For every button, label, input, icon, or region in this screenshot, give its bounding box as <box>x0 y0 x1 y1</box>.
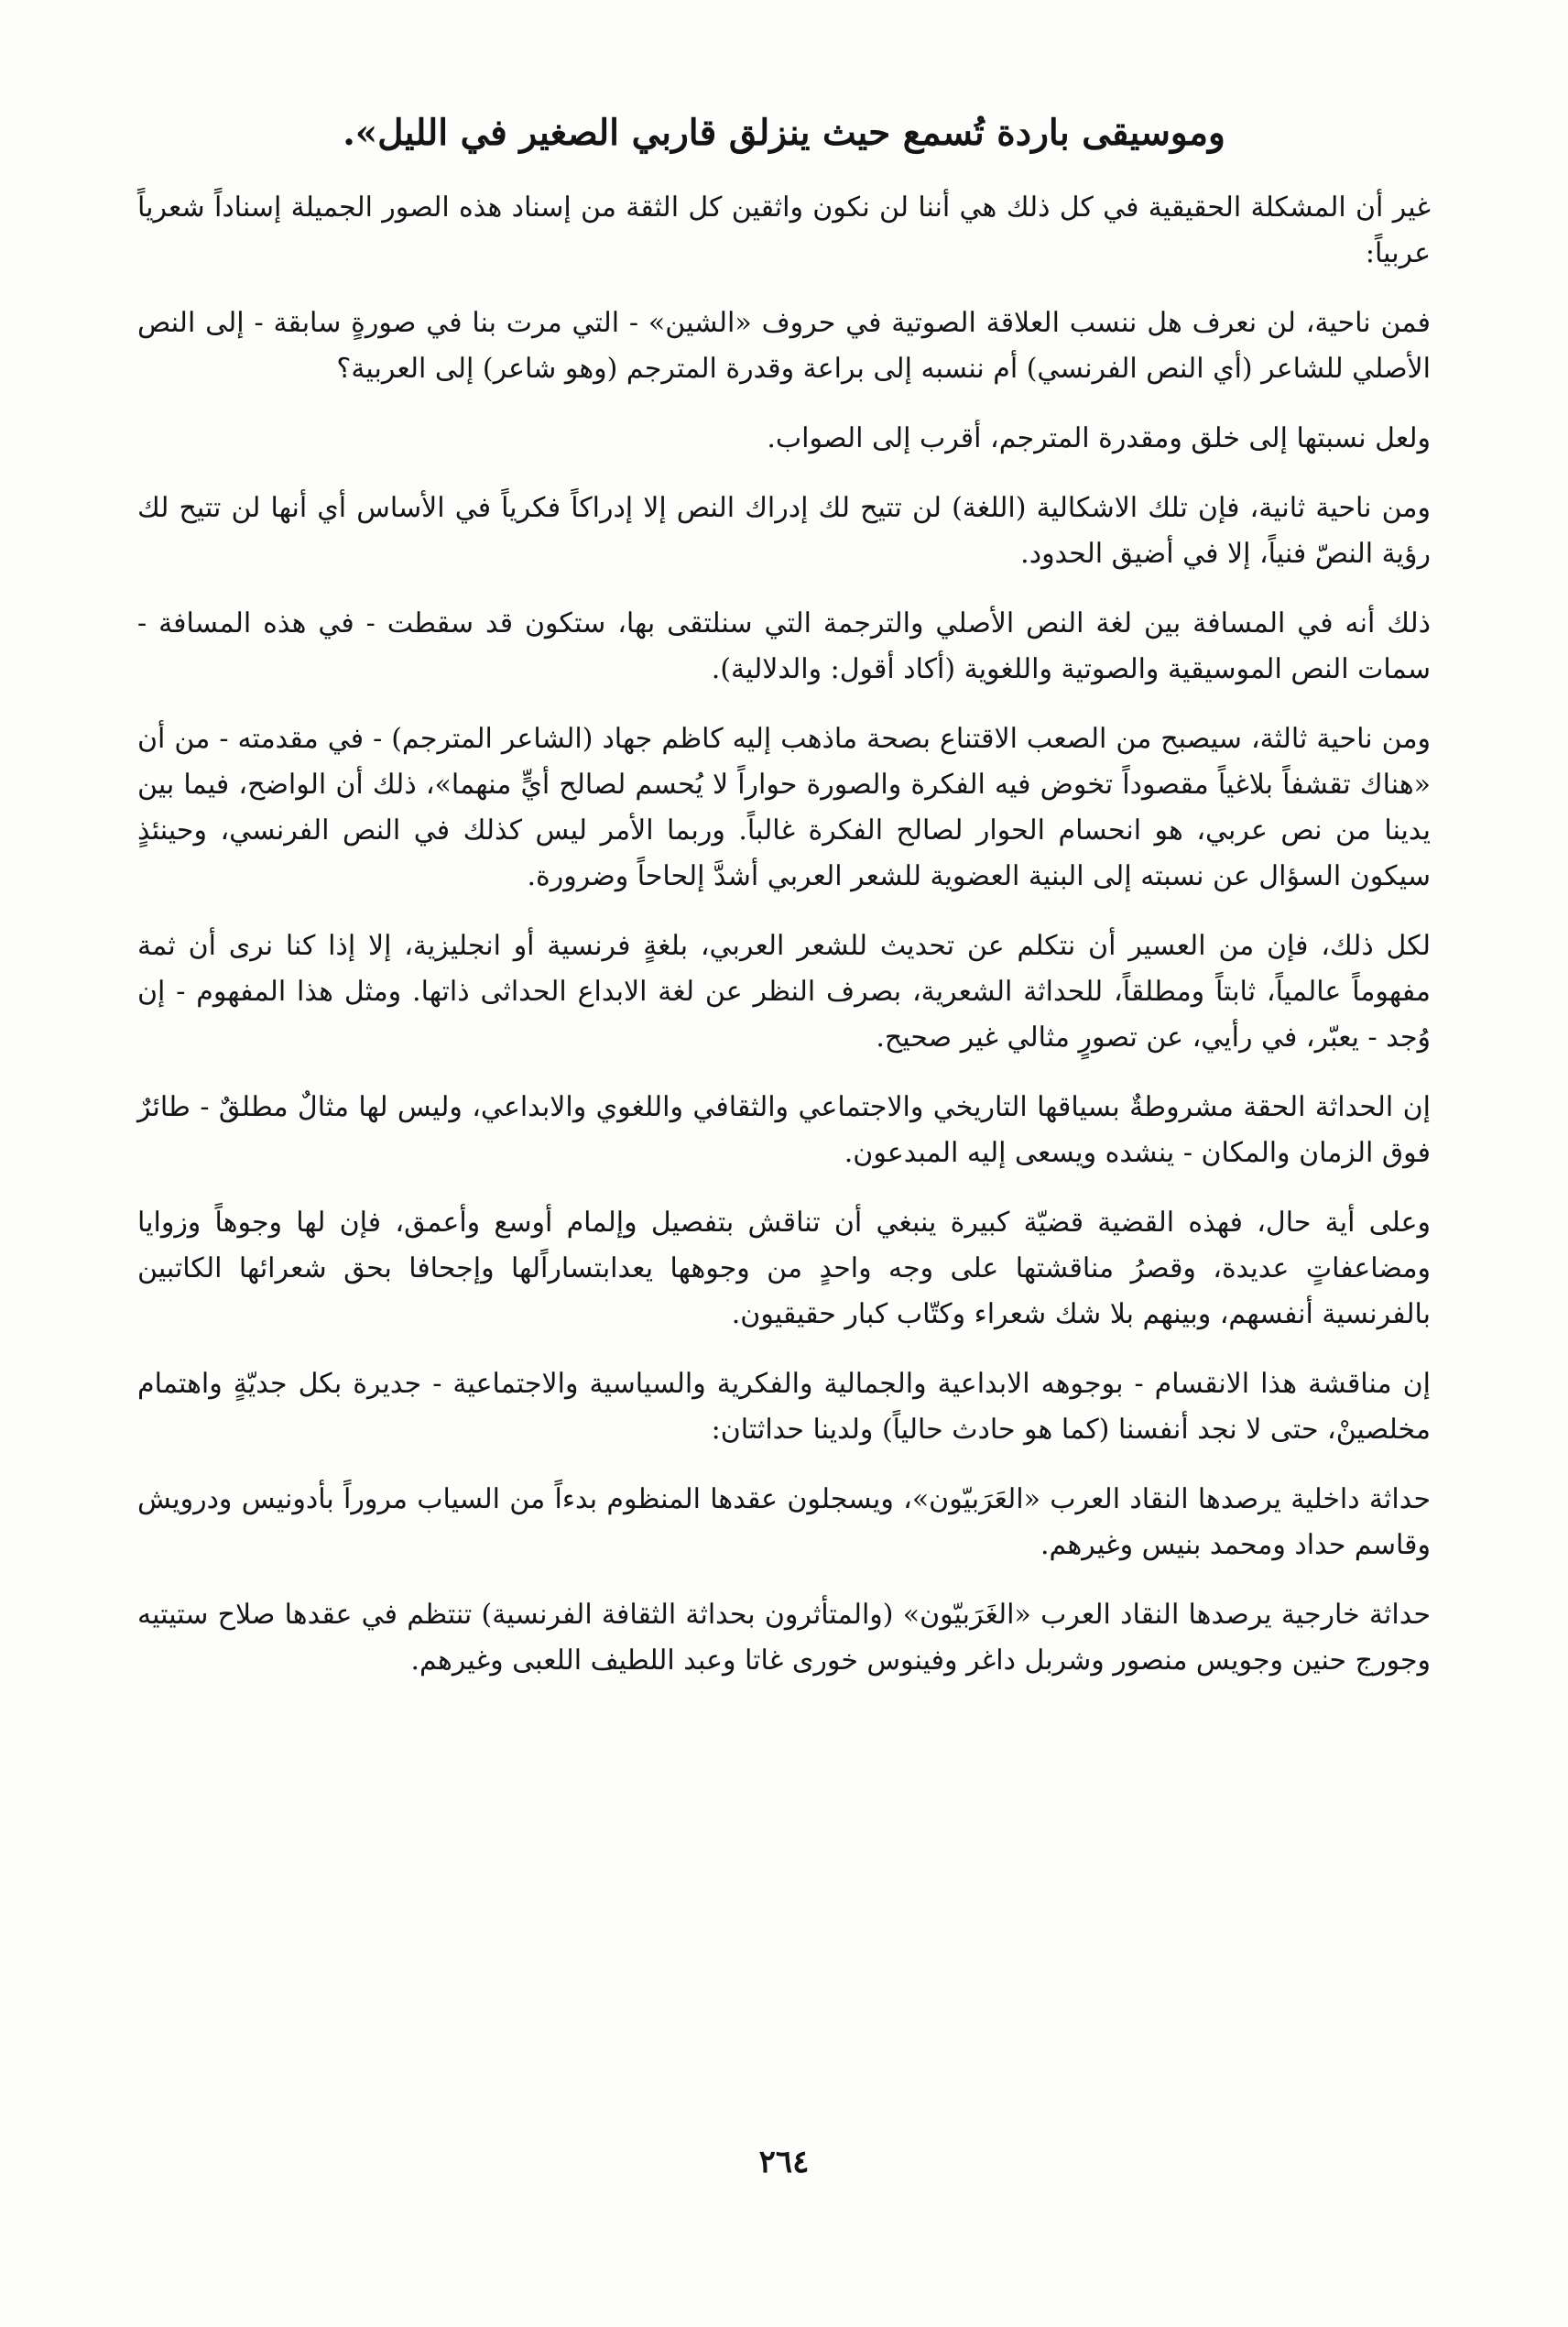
paragraph-7: لكل ذلك، فإن من العسير أن نتكلم عن تحديث للشعر العربي، بلغةٍ فرنسية أو انجليزية، إلا إذا كنا نرى أن ثمة مفهوماً عالمياً، ثابتاً ومطلقاً، للحداثة الشعرية، بصرف النظر عن لغة الابداع الحداثى ذاتها. ومثل هذا المفهوم - إن وُجد - يعبّر، في رأيي، عن تصورٍ مثالي غير صحيح. <box>137 930 1431 1054</box>
page-body <box>137 101 1431 1708</box>
paragraph-5: ذلك أنه في المسافة بين لغة النص الأصلي والترجمة التي سنلتقى بها، ستكون قد سقطت - في هذه المسافة - سمات النص الموسيقية والصوتية واللغوية (أكاد أقول: والدلالية). <box>137 607 1431 685</box>
paragraph-10: إن مناقشة هذا الانقسام - بوجوهه الابداعية والجمالية والفكرية والسياسية والاجتماعية - جديرة بكل جديّةٍ واهتمام مخلصينْ، حتى لا نجد أنفسنا (كما هو حادث حالياً) ولدينا حداثتان: <box>137 1368 1431 1446</box>
paragraph-12: حداثة خارجية يرصدها النقاد العرب «الغَرَبيّون» (والمتأثرون بحداثة الثقافة الفرنسية) تنتظم في عقدها صلاح ستيتيه وجورج حنين وجويس منصور وشربل داغر وفينوس خورى غاتا وعبد اللطيف اللعبى وغيرهم. <box>137 1599 1431 1677</box>
paragraph-11: حداثة داخلية يرصدها النقاد العرب «العَرَبيّون»، ويسجلون عقدها المنظوم بدءاً من السياب مروراً بأدونيس ودرويش وقاسم حداد ومحمد بنيس وغيرهم. <box>137 1483 1431 1561</box>
paragraph-8: إن الحداثة الحقة مشروطةٌ بسياقها التاريخي والاجتماعي والثقافي واللغوي والابداعي، وليس لها مثالٌ مطلقٌ - طائرٌ فوق الزمان والمكان - ينشده ويسعى إليه المبدعون. <box>137 1091 1431 1169</box>
paragraph-1: غير أن المشكلة الحقيقية في كل ذلك هي أننا لن نكون واثقين كل الثقة من إسناد هذه الصور الجميلة إسناداً شعرياً عربياً: <box>137 191 1431 269</box>
paragraph-2: فمن ناحية، لن نعرف هل ننسب العلاقة الصوتية في حروف «الشين» - التي مرت بنا في صورةٍ سابقة - إلى النص الأصلي للشاعر (أي النص الفرنسي) أم ننسبه إلى براعة وقدرة المترجم (وهو شاعر) إلى العربية؟ <box>137 307 1431 385</box>
paragraph-3: ولعل نسبتها إلى خلق ومقدرة المترجم، أقرب إلى الصواب. <box>767 422 1431 454</box>
page-number: ٢٦٤ <box>758 2144 810 2180</box>
paragraph-4: ومن ناحية ثانية، فإن تلك الاشكالية (اللغة) لن تتيح لك إدراك النص إلا إدراكاً فكرياً في الأساس أي أنها لن تتيح لك رؤية النصّ فنياً، إلا في أضيق الحدود. <box>137 492 1431 570</box>
paragraph-9: وعلى أية حال، فهذه القضية قضيّة كبيرة ينبغي أن تناقش بتفصيل وإلمام أوسع وأعمق، فإن لها وجوهاً وزوايا ومضاعفاتٍ عديدة، وقصرُ مناقشتها على وجه واحدٍ من وجوهها يعدابتساراًلها وإجحافا بحق شعرائها الكاتبين بالفرنسية أنفسهم، وبينهم بلا شك شعراء وكتّاب كبار حقيقيون. <box>137 1207 1431 1330</box>
page-heading: وموسيقى باردة تُسمع حيث ينزلق قاربي الصغير في الليل». <box>343 112 1225 154</box>
paragraph-6: ومن ناحية ثالثة، سيصبح من الصعب الاقتناع بصحة ماذهب إليه كاظم جهاد (الشاعر المترجم) - في مقدمته - من أن «هناك تقشفاً بلاغياً مقصوداً تخوض فيه الفكرة والصورة حواراً لا يُحسم لصالح أيٍّ منهما»، ذلك أن الواضح، فيما بين يدينا من نص عربي، هو انحسام الحوار لصالح الفكرة غالباً. وربما الأمر ليس كذلك في النص الفرنسي، وحينئذٍ سيكون السؤال عن نسبته إلى البنية العضوية للشعر العربي أشدَّ إلحاحاً وضرورة. <box>137 723 1431 892</box>
